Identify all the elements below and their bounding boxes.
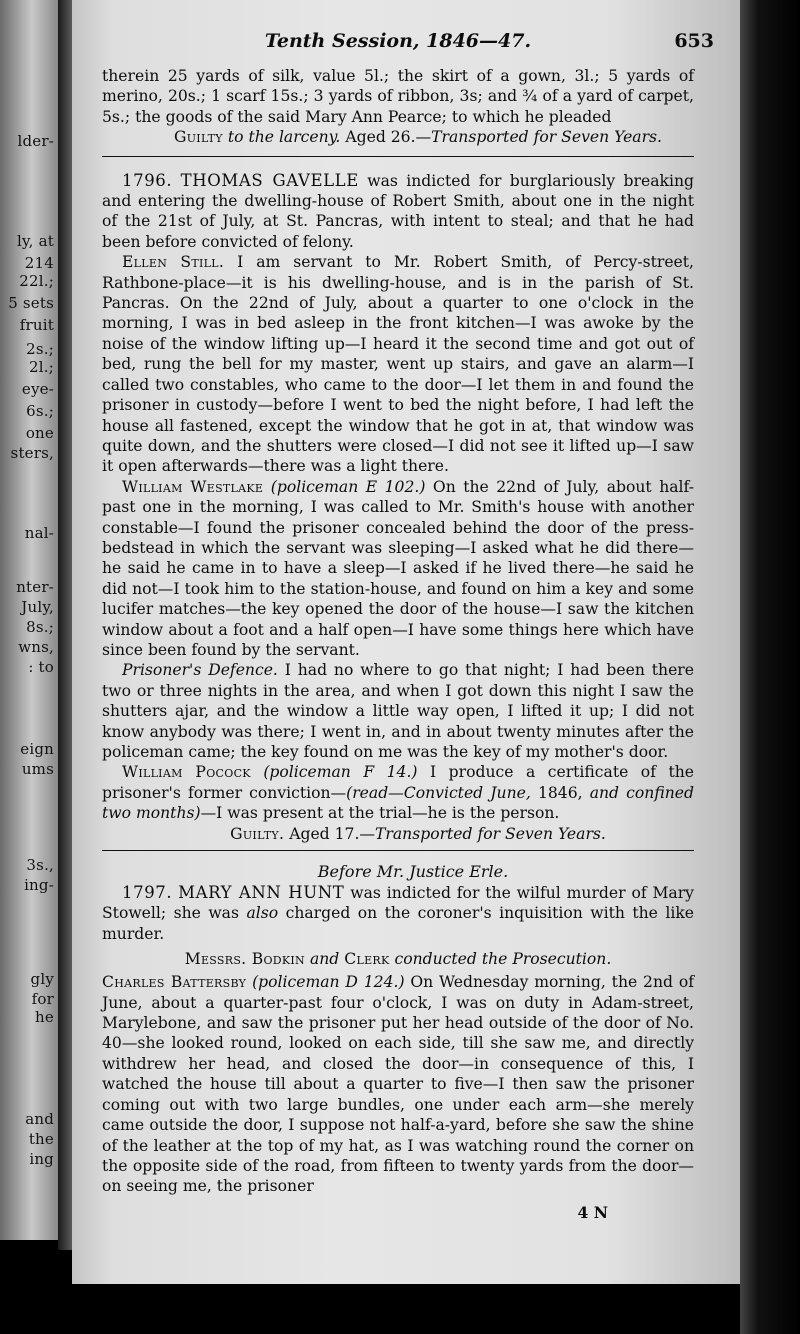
testimony-text: On the 22nd of July, about half-past one in the morning, I was called to Mr. Smith's house with another constable—I found the prisoner concealed behind the door of the press-bedstead in which the servant was sleeping—I asked what he did there—he said he came in to have a sleep—I asked if he lived there—he said he did not—I took him to the station-house, and found on him a key and some lucifer matches—the key opened the door of the house—I saw the kitchen window about a foot and a half open—I have some things here which have since been found by the servant. (102, 477, 695, 659)
testimony-text: 1846, (530, 783, 590, 802)
indictment-text: was indicted for the wilful murder of Mary Stowell; she was (102, 884, 694, 923)
witness-role: (policeman F 14.) (263, 763, 418, 782)
testimony-text: On Wednesday morning, the 2nd of June, about a quarter-past four o'clock, I was on duty in Adam-street, Marylebone, and saw the prisoner put her head outside of the door of No. 40—she looked round, looked on each side, till she saw me, and directly withdrew her head, and closed the door—in consequence of this, I watched the house till about a quarter to five—I then saw the prisoner coming out with two large bundles, one under each arm—she merely came outside the door, I suppose not half-a-yard, before she saw the shine of the leather at the top of my hat, as I was watching round the corner on the opposite side of the road, from fifteen to twenty yards from the door—on seeing me, the prisoner (102, 973, 694, 1196)
defence-label: Prisoner's Defence. (122, 661, 278, 680)
testimony-text: I produce a certificate of the prisoner's former conviction— (102, 763, 694, 802)
indictment-text: charged on the coroner's inquisition with the like murder. (102, 904, 694, 943)
facing-page-text: for (31, 990, 54, 1008)
prisoner-defence (102, 660, 694, 762)
printer-signature: 4 N (577, 1202, 608, 1222)
facing-page-text: 5 sets (8, 294, 54, 312)
witness-name: Charles Battersby (102, 973, 247, 992)
page-number: 653 (674, 30, 714, 52)
facing-page-text: ly, at (17, 232, 54, 250)
witness-role: (policeman E 102.) (270, 477, 426, 496)
testimony-italic: and confined two months) (102, 783, 694, 823)
verdict-detail: to the larceny. (222, 128, 341, 147)
indictment-italic: also (246, 904, 279, 923)
witness-testimony (102, 762, 694, 823)
facing-page-text: nal- (24, 524, 54, 542)
facing-page-text: and (25, 1110, 54, 1128)
facing-page-text: eign (20, 740, 54, 758)
section-divider (102, 156, 694, 157)
verdict-guilty: Guilty (173, 128, 223, 147)
facing-page-text: gly (30, 970, 54, 988)
book-page (72, 0, 740, 1284)
facing-page-text: sters, (10, 444, 54, 462)
facing-page-text: ing- (24, 876, 54, 894)
facing-page-text: he (35, 1008, 54, 1026)
prev-case-text: therein 25 yards of silk, value 5l.; the skirt of a gown, 3l.; 5 yards of merino, 20s.; 1 scarf 15s.; 3 yards of ribbon, 3s; and ¾ of a yard of carpet, 5s.; the goods of the said Mary Ann Pearce; to which he pleaded (102, 67, 694, 126)
counsel-name: Messrs. Bodkin (184, 950, 305, 969)
verdict-age: Aged 17.— (284, 824, 376, 843)
section-divider (102, 850, 694, 851)
defendant-name: THOMAS GAVELLE (180, 170, 359, 190)
witness-name: Ellen Still. (122, 253, 225, 272)
witness-testimony (102, 972, 694, 1196)
witness-name: William Pocock (122, 763, 251, 782)
facing-page-text: wns, (18, 638, 54, 656)
facing-page-text: ums (21, 760, 54, 778)
witness-testimony (102, 252, 694, 476)
indictment-text: was indicted for burglariously breaking and entering the dwelling-house of Robert Smith, about one in the night of the 21st of July, at St. Pancras, with intent to steal; and that he had been before convicted of felony. (102, 171, 694, 251)
counsel-rest: conducted the Prosecution. (389, 950, 612, 969)
facing-page-fragment (0, 0, 58, 1240)
prev-case-verdict (102, 127, 694, 147)
witness-role: (policeman D 124.) (252, 973, 405, 992)
testimony-italic: (read—Convicted June, (346, 783, 531, 802)
facing-page-text: 3s., (26, 856, 54, 874)
facing-page-text: : to (28, 658, 54, 676)
facing-page-text: fruit (19, 316, 54, 334)
facing-page-text: nter- (16, 578, 54, 596)
verdict-guilty: Guilty. (230, 824, 285, 843)
witness-name: William Westlake (122, 477, 264, 496)
verdict-age: Aged 26.— (340, 128, 432, 147)
facing-page-text: eye- (21, 380, 54, 398)
facing-page-text: 2s.; (26, 340, 54, 358)
facing-page-text: one (25, 424, 54, 442)
facing-page-text: lder- (17, 132, 54, 150)
witness-testimony (102, 477, 694, 661)
book-gutter (58, 0, 72, 1250)
running-head: Tenth Session, 1846—47. (264, 30, 532, 52)
case-number: 1797. (122, 883, 173, 903)
judge-heading: Before Mr. Justice Erle. (317, 862, 509, 882)
case-1796-verdict (102, 824, 694, 844)
counsel-name: Clerk (344, 950, 390, 969)
verdict-sentence: Transported for Seven Years. (375, 824, 606, 843)
facing-page-text: 2l.; (29, 358, 54, 376)
case-1797-indictment (102, 883, 694, 944)
case-number: 1796. (122, 170, 173, 190)
testimony-text: —I was present at the trial—he is the person. (200, 804, 560, 823)
defence-text: I had no where to go that night; I had been there two or three nights in the area, and when I got down this night I saw the shutters ajar, and the window a little way open, I lifted it up; I did not know anybody was there; I went in, and in about twenty minutes after the policeman came; the key found on me was the key of my mother's door. (102, 661, 694, 761)
counsel-and: and (304, 950, 345, 969)
counsel-line (102, 948, 694, 970)
facing-page-text: 22l.; (19, 272, 54, 290)
facing-page-text: July, (21, 598, 54, 616)
facing-page-text: the (28, 1130, 54, 1148)
case-1796-indictment (102, 171, 694, 253)
verdict-sentence: Transported for Seven Years. (431, 128, 663, 147)
defendant-name: MARY ANN HUNT (178, 883, 345, 903)
facing-page-text: 214 (24, 254, 54, 272)
page-edge-shadow (740, 0, 800, 1334)
facing-page-text: 8s.; (26, 618, 54, 636)
testimony-text: I am servant to Mr. Robert Smith, of Percy-street, Rathbone-place—it is his dwelling-house, and is in the parish of St. Pancras. On the 22nd of July, about a quarter to one o'clock in the morning, I was in bed asleep in the front kitchen—I was awoke by the noise of the window lifting up—I heard it the second time and got out of bed, rung the bell for my master, went up stairs, and gave an alarm—I called two constables, who came to the door—I let them in and found the prisoner in custody—before I went to bed the night before, I had left the house all fastened, except the window that he got in at, that window was quite down, and the shutters were closed—I did not see it lifted up—I saw it open afterwards—there was a light there. (102, 253, 695, 476)
page-header (102, 30, 714, 54)
facing-page-text: ing (29, 1150, 54, 1168)
facing-page-text: 6s.; (26, 402, 54, 420)
